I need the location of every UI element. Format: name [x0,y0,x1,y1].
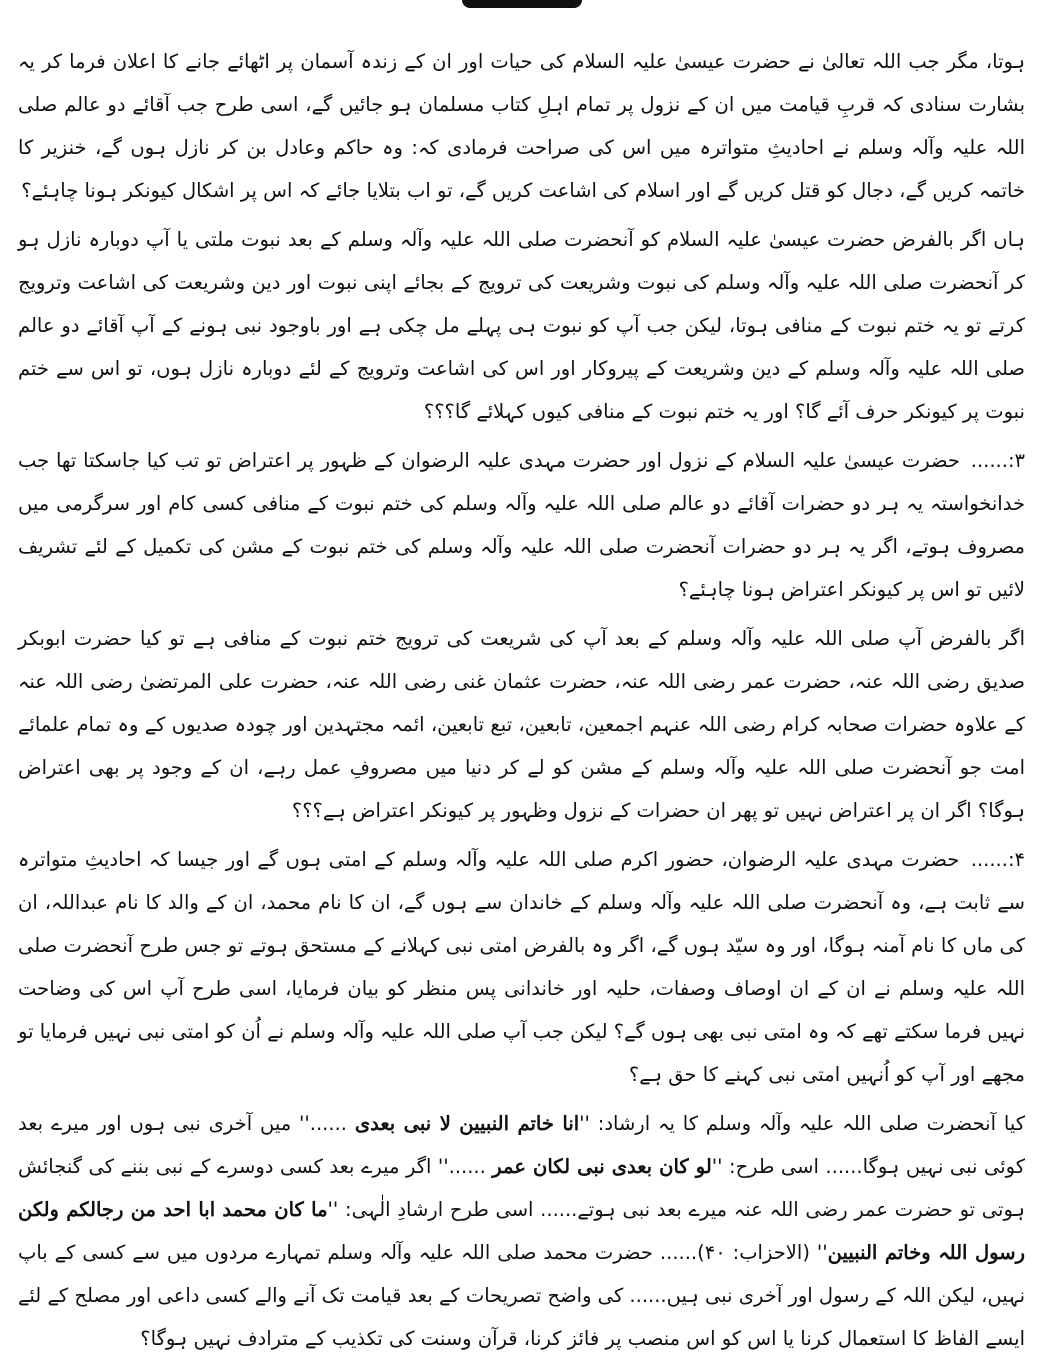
paragraph-4-text: اگر بالفرض آپ صلی اللہ علیہ وآلہ وسلم کے بعد آپ کی شریعت کی ترویج ختم نبوت کے منافی ہے تو کیا حضرت ابوبکر صدیق رضی اللہ عنہ، حضرت عمر رضی اللہ عنہ، حضرت عثمان غنی رضی اللہ عنہ، حضرت علی المرتضیٰ رضی اللہ عنہ کے علاوہ حضرات صحابہ کرام رضی اللہ عنہم اجمعین، تابعین، تبع تابعین، ائمہ مجتہدین اور چودہ صدیوں کے وہ تمام علمائے امت جو آنحضرت صلی اللہ علیہ وآلہ وسلم کے مشن کو لے کر دنیا میں مصروفِ عمل رہے، ان کے وجود پر بھی اعتراض ہوگا؟ اگر ان پر اعتراض نہیں تو پھر ان حضرات کے نزول وظہور پر کیونکر اعتراض ہے؟؟؟ [18,627,1025,822]
paragraph-2 [18,218,1025,433]
paragraph-3-number: ۳:...... [970,449,1025,472]
paragraph-6 [18,1102,1025,1360]
paragraph-1 [18,40,1025,212]
paragraph-6-text-3: '' (الاحزاب: ۴۰)...... حضرت محمد صلی اللہ علیہ وآلہ وسلم تمہارے مردوں میں سے کسی کے باپ نہیں، لیکن اللہ کے رسول اور آخری نبی ہیں...... کی واضح تصریحات کے بعد قیامت تک آنے والے کسی داعی اور مصلح کے لئے ایسے الفاظ کا استعمال کرنا یا اس کو اس منصب پر فائز کرنا، قرآن وسنت کی تکذیب کے مترادف نہیں ہوگا؟ [18,1241,1025,1350]
arabic-quote-3: ما کان محمد ابا احد من رجالکم ولکن رسول اللہ وخاتم النبیین [18,1198,1025,1264]
arabic-quote-2: لو کان بعدی نبی لکان عمر [492,1155,712,1178]
paragraph-5 [18,838,1025,1096]
paragraph-6-intro: کیا آنحضرت صلی اللہ علیہ وآلہ وسلم کا یہ ارشاد: '' [579,1112,1026,1135]
paragraph-2-text: ہاں اگر بالفرض حضرت عیسیٰ علیہ السلام کو آنحضرت صلی اللہ علیہ وآلہ وسلم کے بعد نبوت ملتی یا آپ دوبارہ نازل ہو کر آنحضرت صلی اللہ علیہ وآلہ وسلم کی نبوت وشریعت کی ترویج کے بجائے اپنی نبوت اور دین وشریعت کی اشاعت وترویج کرتے تو یہ ختم نبوت کے منافی ہوتا، لیکن جب آپ کو نبوت ہی پہلے مل چکی ہے اور باوجود نبی ہونے کے آپ آقائے دو عالم صلی اللہ علیہ وآلہ وسلم کے دین وشریعت کے پیروکار اور اس کی اشاعت وترویج کے لئے دوبارہ نازل ہوں، تو اس سے ختم نبوت پر کیونکر حرف آئے گا؟ اور یہ ختم نبوت کے منافی کیوں کہلائے گا؟؟؟ [18,228,1025,423]
paragraph-6-text-1: ......'' میں آخری نبی ہوں اور میرے بعد کوئی نبی نہیں ہوگا...... اسی طرح: '' [18,1112,1025,1178]
page-top-ornament [462,0,582,8]
paragraph-3 [18,439,1025,611]
paragraph-3-text: حضرت عیسیٰ علیہ السلام کے نزول اور حضرت مہدی علیہ الرضوان کے ظہور پر اعتراض تو تب کیا جاسکتا تھا جب خدانخواستہ یہ ہر دو حضرات آقائے دو عالم صلی اللہ علیہ وآلہ وسلم کی ختم نبوت کے منافی کسی کام اور سرگرمی میں مصروف ہوتے، اگر یہ ہر دو حضرات آنحضرت صلی اللہ علیہ وآلہ وسلم کی ختم نبوت کے مشن کی تکمیل کے لئے تشریف لائیں تو اس پر کیونکر اعتراض ہونا چاہئے؟ [18,449,1025,601]
paragraph-4 [18,617,1025,832]
document-page [18,40,1025,1366]
arabic-quote-1: انا خاتم النبیین لا نبی بعدی [354,1112,580,1135]
paragraph-1-text: ہوتا، مگر جب اللہ تعالیٰ نے حضرت عیسیٰ علیہ السلام کی حیات اور ان کے زندہ آسمان پر اٹھائے جانے کا اعلان فرما کر یہ بشارت سنادی کہ قربِ قیامت میں ان کے نزول پر تمام اہلِ کتاب مسلمان ہو جائیں گے، اسی طرح جب آقائے دو عالم صلی اللہ علیہ وآلہ وسلم نے احادیثِ متواترہ میں اس کی صراحت فرمادی کہ: وہ حاکم وعادل بن کر نازل ہوں گے، خنزیر کا خاتمہ کریں گے، دجال کو قتل کریں گے اور اسلام کی اشاعت کریں گے، تو اب بتلایا جائے کہ اس پر اشکال کیونکر ہونا چاہئے؟ [18,50,1025,202]
paragraph-6-text-2: ......'' اگر میرے بعد کسی دوسرے کے نبی بننے کی گنجائش ہوتی تو حضرت عمر رضی اللہ عنہ میرے بعد نبی ہوتے...... اسی طرح ارشادِ الٰہی: '' [18,1155,1025,1221]
paragraph-5-number: ۴:...... [970,848,1025,871]
paragraph-5-text: حضرت مہدی علیہ الرضوان، حضور اکرم صلی اللہ علیہ وآلہ وسلم کے امتی ہوں گے اور جیسا کہ احادیثِ متواترہ سے ثابت ہے، وہ آنحضرت صلی اللہ علیہ وآلہ وسلم کے خاندان سے ہوں گے، ان کا نام محمد، ان کے والد کا نام عبداللہ، ان کی ماں کا نام آمنہ ہوگا، اور وہ سیّد ہوں گے، اگر وہ بالفرض امتی نبی کہلانے کے مستحق ہوتے تو جس طرح آنحضرت صلی اللہ علیہ وسلم نے ان کے ان اوصاف وصفات، حلیہ اور خاندانی پس منظر کو بیان فرمایا، اسی طرح آپ اس کی وضاحت نہیں فرما سکتے تھے کہ وہ امتی نبی بھی ہوں گے؟ لیکن جب آپ صلی اللہ علیہ وآلہ وسلم نے اُن کو امتی نبی نہیں فرمایا تو مجھے اور آپ کو اُنہیں امتی نبی کہنے کا حق ہے؟ [18,848,1025,1086]
